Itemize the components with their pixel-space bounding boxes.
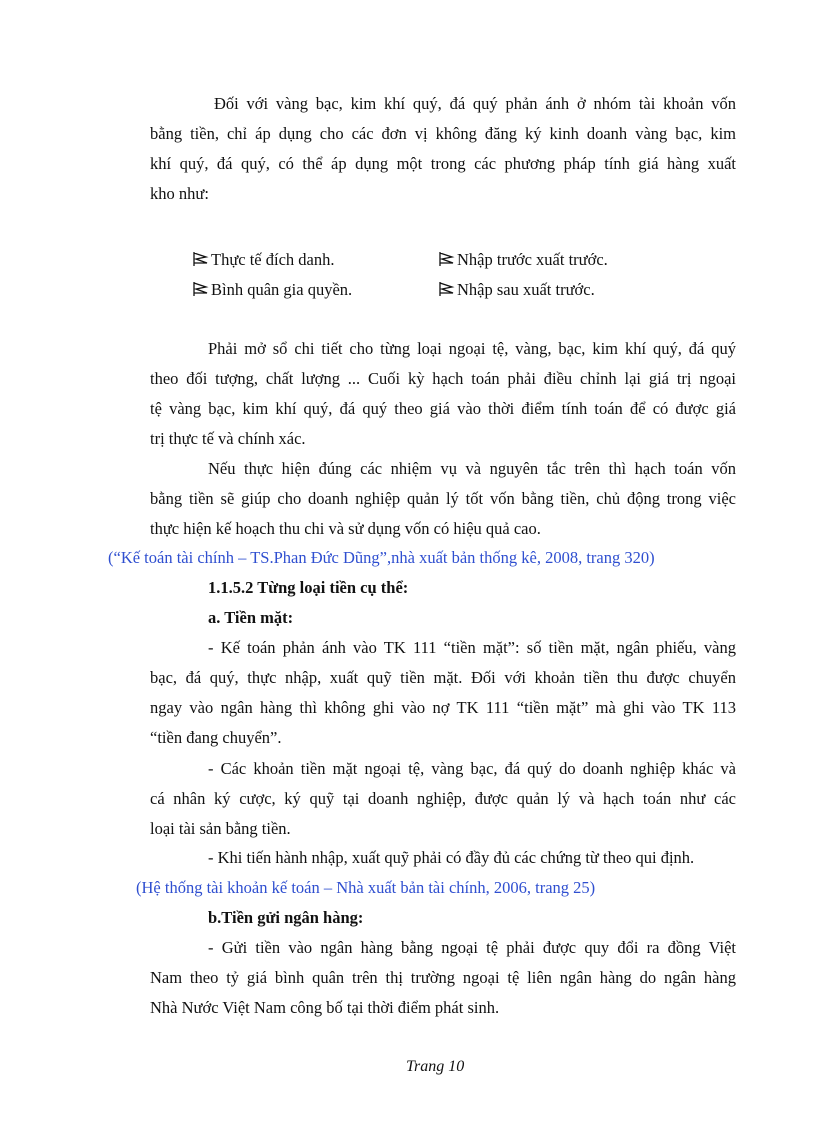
paragraph-line: bạc, đá quý, thực nhập, xuất quỹ tiền mặt. Đối với khoản tiền thu được chuyển (150, 668, 736, 687)
list-item (192, 280, 352, 300)
method-label: Thực tế đích danh. (211, 250, 335, 269)
flag-bullet-icon (438, 281, 456, 297)
flag-bullet-icon (438, 251, 456, 267)
citation: (“Kế toán tài chính – TS.Phan Đức Dũng”,nhà xuất bản thống kê, 2008, trang 320) (108, 548, 655, 567)
method-label: Bình quân gia quyền. (211, 280, 353, 299)
paragraph-line: - Kế toán phản ánh vào TK 111 “tiền mặt”: số tiền mặt, ngân phiếu, vàng (208, 638, 736, 657)
flag-bullet-icon (192, 251, 210, 267)
paragraph-line: Nam theo tỷ giá bình quân trên thị trường ngoại tệ liên ngân hàng do ngân hàng (150, 968, 736, 987)
page-number: Trang 10 (406, 1058, 465, 1075)
paragraph-line: cá nhân ký cược, ký quỹ tại doanh nghiệp, được quản lý và hạch toán như các (150, 789, 736, 808)
flag-bullet-icon (192, 281, 210, 297)
paragraph-line: bằng tiền, chỉ áp dụng cho các đơn vị không đăng ký kinh doanh vàng bạc, kim (150, 124, 736, 143)
cash-item-3: - Khi tiến hành nhập, xuất quỹ phải có đầy đủ các chứng từ theo qui định. (208, 848, 695, 867)
paragraph-line: thực hiện kế hoạch thu chi và sử dụng vốn có hiệu quả cao. (150, 519, 541, 538)
citation: (Hệ thống tài khoản kế toán – Nhà xuất bản tài chính, 2006, trang 25) (136, 878, 596, 897)
paragraph-line: trị thực tế và chính xác. (150, 429, 306, 448)
paragraph-line: bằng tiền sẽ giúp cho doanh nghiệp quản lý tốt vốn bằng tiền, chủ động trong việc (150, 489, 736, 508)
paragraph-line: - Gửi tiền vào ngân hàng bằng ngoại tệ phải được quy đổi ra đồng Việt (208, 938, 736, 957)
paragraph-line: Phải mở sổ chi tiết cho từng loại ngoại tệ, vàng, bạc, kim khí quý, đá quý (208, 339, 736, 358)
paragraph-line: ngay vào ngân hàng thì không ghi vào nợ TK 111 “tiền mặt” mà ghi vào TK 113 (150, 698, 736, 717)
paragraph-line: theo đối tượng, chất lượng ... Cuối kỳ hạch toán phải điều chỉnh lại giá trị ngoại (150, 369, 736, 388)
paragraph-line: khí quý, đá quý, có thể áp dụng một trong các phương pháp tính giá hàng xuất (150, 154, 736, 173)
section-heading: 1.1.5.2 Từng loại tiền cụ thể: (208, 578, 409, 597)
paragraph-line: Nếu thực hiện đúng các nhiệm vụ và nguyên tắc trên thì hạch toán vốn (208, 459, 736, 478)
method-label: Nhập sau xuất trước. (457, 280, 595, 299)
subsection-heading: a. Tiền mặt: (208, 608, 294, 627)
paragraph-line: kho như: (150, 184, 209, 203)
paragraph-line: Đối với vàng bạc, kim khí quý, đá quý phản ánh ở nhóm tài khoản vốn (214, 94, 736, 113)
paragraph-line: tệ vàng bạc, kim khí quý, đá quý theo giá vào thời điểm tính toán để có được giá (150, 399, 736, 418)
list-item (438, 280, 595, 300)
method-label: Nhập trước xuất trước. (457, 250, 608, 269)
paragraph-line: Nhà Nước Việt Nam công bố tại thời điểm phát sinh. (150, 998, 500, 1017)
list-item (192, 250, 334, 270)
paragraph-line: loại tài sản bằng tiền. (150, 819, 291, 838)
list-item (438, 250, 608, 270)
paragraph-line: “tiền đang chuyển”. (150, 728, 282, 747)
paragraph-line: - Các khoản tiền mặt ngoại tệ, vàng bạc, đá quý do doanh nghiệp khác và (208, 759, 736, 778)
subsection-heading: b.Tiền gửi ngân hàng: (208, 908, 364, 927)
